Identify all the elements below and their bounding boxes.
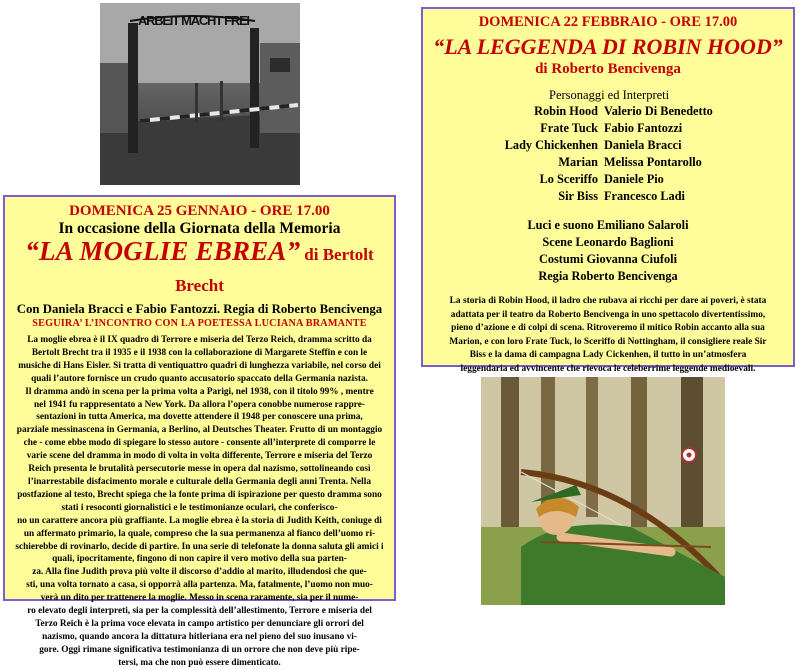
cast-role: Lo Sceriffo [539,172,598,186]
description-line: La storia di Robin Hood, il ladro che rubava ai ricchi per dare ai poveri, è stata [449,296,767,306]
description-line: postfazione al testo, Brecht spiega che la fonte prima di ispirazione per questo dramma sono [17,489,382,500]
crew-item: Luci e suono Emiliano Salaroli [527,218,689,232]
gate-sign-text: ARBEIT MACHT FREI [138,13,250,28]
robin-hood-illustration [481,377,725,605]
description-line: gore. Oggi rimane significativa testimonianza di un orrore che non deve più ripe- [39,644,360,655]
event-description [429,295,787,376]
description-line: stati i resoconti giornalistici e le testimonianze oculari, che conferisco- [61,502,338,513]
crew-list [429,217,787,285]
crew-item: Scene Leonardo Baglioni [542,235,674,249]
description-line: tersi, ma che non può essere dimenticato. [118,657,281,668]
cast-row [429,120,787,137]
event-poster-robin-hood [421,7,795,374]
description-line: schierebbe di rovinarlo, decide di partire. In una serie di telefonate la donna saluta gli amici i [15,541,384,552]
cast-header: Personaggi ed Interpreti [549,88,670,102]
cast-actor: Daniela Bracci [604,138,682,152]
cast-list [429,88,787,205]
description-line: no un carattere ancora più graffiante. La moglie ebrea è la storia di Judith Keith, coniuge di [17,515,382,526]
description-line: un affermato primario, la quale, compreso che la sua permanenza al fianco dell’uomo ri- [23,528,376,539]
description-line: Terzo Reich è la prima voce elevata in campo artistico per denunciare gli orrori del [35,618,364,629]
description-line: leggendaria ed avvincente che rievoca le celeberrime leggende medioevali. [460,363,756,374]
event-occasion: In occasione della Giornata della Memoria [58,220,341,237]
camp-gate-photo [100,3,300,185]
cast-actor: Melissa Pontarollo [604,155,702,169]
description-line: adattata per il teatro da Roberto Bencivenga in uno spettacolo divertentissimo, [450,309,766,320]
description-line: ro elevato degli interpreti, sia per la complessità dell’allestimento, Terrore e miseria del [27,606,372,617]
event-date: DOMENICA 25 GENNAIO - ORE 17.00 [69,203,330,219]
crew-item: Regia Roberto Bencivenga [538,269,678,283]
description-line: quali, ipocritamente, fingono di non capire il vero motivo della sua parten- [52,554,347,565]
event-meeting-note: SEGUIRA’ L’INCONTRO CON LA POETESSA LUCIANA BRAMANTE [32,318,367,329]
description-line: nazismo, quando ancora la dittatura hitleriana era nel pieno del suo inusano vi- [42,631,357,642]
description-line: La moglie ebrea è il IX quadro di Terrore e miseria del Terzo Reich, dramma scritto da [27,335,372,345]
cast-role: Marian [558,155,598,169]
description-line: Marion, e con loro Frate Tuck, lo Sceriffo di Nottingham, il consigliere reale Sir [449,336,767,347]
cast-row [429,154,787,171]
description-line: varie scene del dramma in modo di volta in volta differente, Terrore e miseria del Terzo [26,451,373,462]
description-line: pieno d’azione e di colpi di scena. Ritroveremo il mitico Robin accanto alla sua [451,323,765,333]
description-line: Il dramma andò in scena per la prima volta a Parigi, nel 1938, con il titolo 99% , mentre [25,386,374,397]
event-cast: Con Daniela Bracci e Fabio Fantozzi. Regia di Roberto Bencivenga [16,302,383,316]
description-line: nel 1941 fu rappresentato a New York. Da allora l’opera conobbe numerose rappre- [34,399,365,410]
description-line: verà un dito per trattenere la moglie. Messo in scena raramente, sia per il nume- [40,593,359,604]
event-date: DOMENICA 22 FEBBRAIO - ORE 17.00 [478,14,738,30]
description-line: sti, una volta tornato a casa, si opporrà alla partenza. Ma, fatalmente, l’uomo non muo- [26,580,373,591]
description-line: Bertolt Brecht tra il 1935 e il 1938 con la collaborazione di Margarete Steffin e con le [31,347,368,358]
cast-actor: Fabio Fantozzi [604,121,683,135]
event-title-row [11,237,388,302]
description-line: quali l’autore fornisce un crudo quanto accusatorio spaccato della Germania nazista. [31,373,368,384]
description-line: sentazioni in tutta America, ma dovette attendere il 1948 per conoscere una prima, [36,412,363,423]
event-title: “LA LEGGENDA DI ROBIN HOOD” [433,34,783,59]
cast-row [429,171,787,188]
cast-role: Lady Chickenhen [504,138,598,152]
cast-role: Robin Hood [534,104,598,118]
event-description [11,334,388,670]
cast-actor: Valerio Di Benedetto [604,104,713,118]
description-line: che - come ebbe modo di spiegare lo stesso autore - consente all’interprete di comporre le [23,438,376,449]
cast-row [429,188,787,205]
event-author: di Roberto Bencivenga [535,61,681,77]
description-line: Reich presenta le brutalità persecutorie messe in opera dal nazismo, sottolineando così [28,464,371,475]
description-line: musiche di Hans Eisler. Si tratta di ventiquattro quadri di lunghezza variabile, nel corso dei [18,360,381,371]
cast-row [429,103,787,120]
cast-actor: Daniele Pio [604,172,664,186]
description-line: za. Alla fine Judith prova più volte il discorso d’addio al marito, illudendosi che que- [32,567,367,578]
cast-row [429,137,787,154]
cast-actor: Francesco Ladi [604,189,685,203]
cast-role: Frate Tuck [540,121,598,135]
crew-item: Costumi Giovanna Ciufoli [538,252,678,266]
cast-role: Sir Biss [558,189,598,203]
description-line: Biss e la dama di campagna Lady Cickenhen, il tutto in un’atmosfera [469,350,747,360]
description-line: parziale messinascena in Germania, a Berlino, al Deutsches Theater. Frutto di un montaggio [16,425,383,436]
event-poster-moglie-ebrea [3,195,396,668]
event-author: di Bertolt Brecht [175,245,374,295]
description-line: l’inarrestabile disfacimento morale e culturale della Germania degli anni Trenta. Nella [28,476,371,487]
event-title: “LA MOGLIE EBREA” [25,236,301,266]
